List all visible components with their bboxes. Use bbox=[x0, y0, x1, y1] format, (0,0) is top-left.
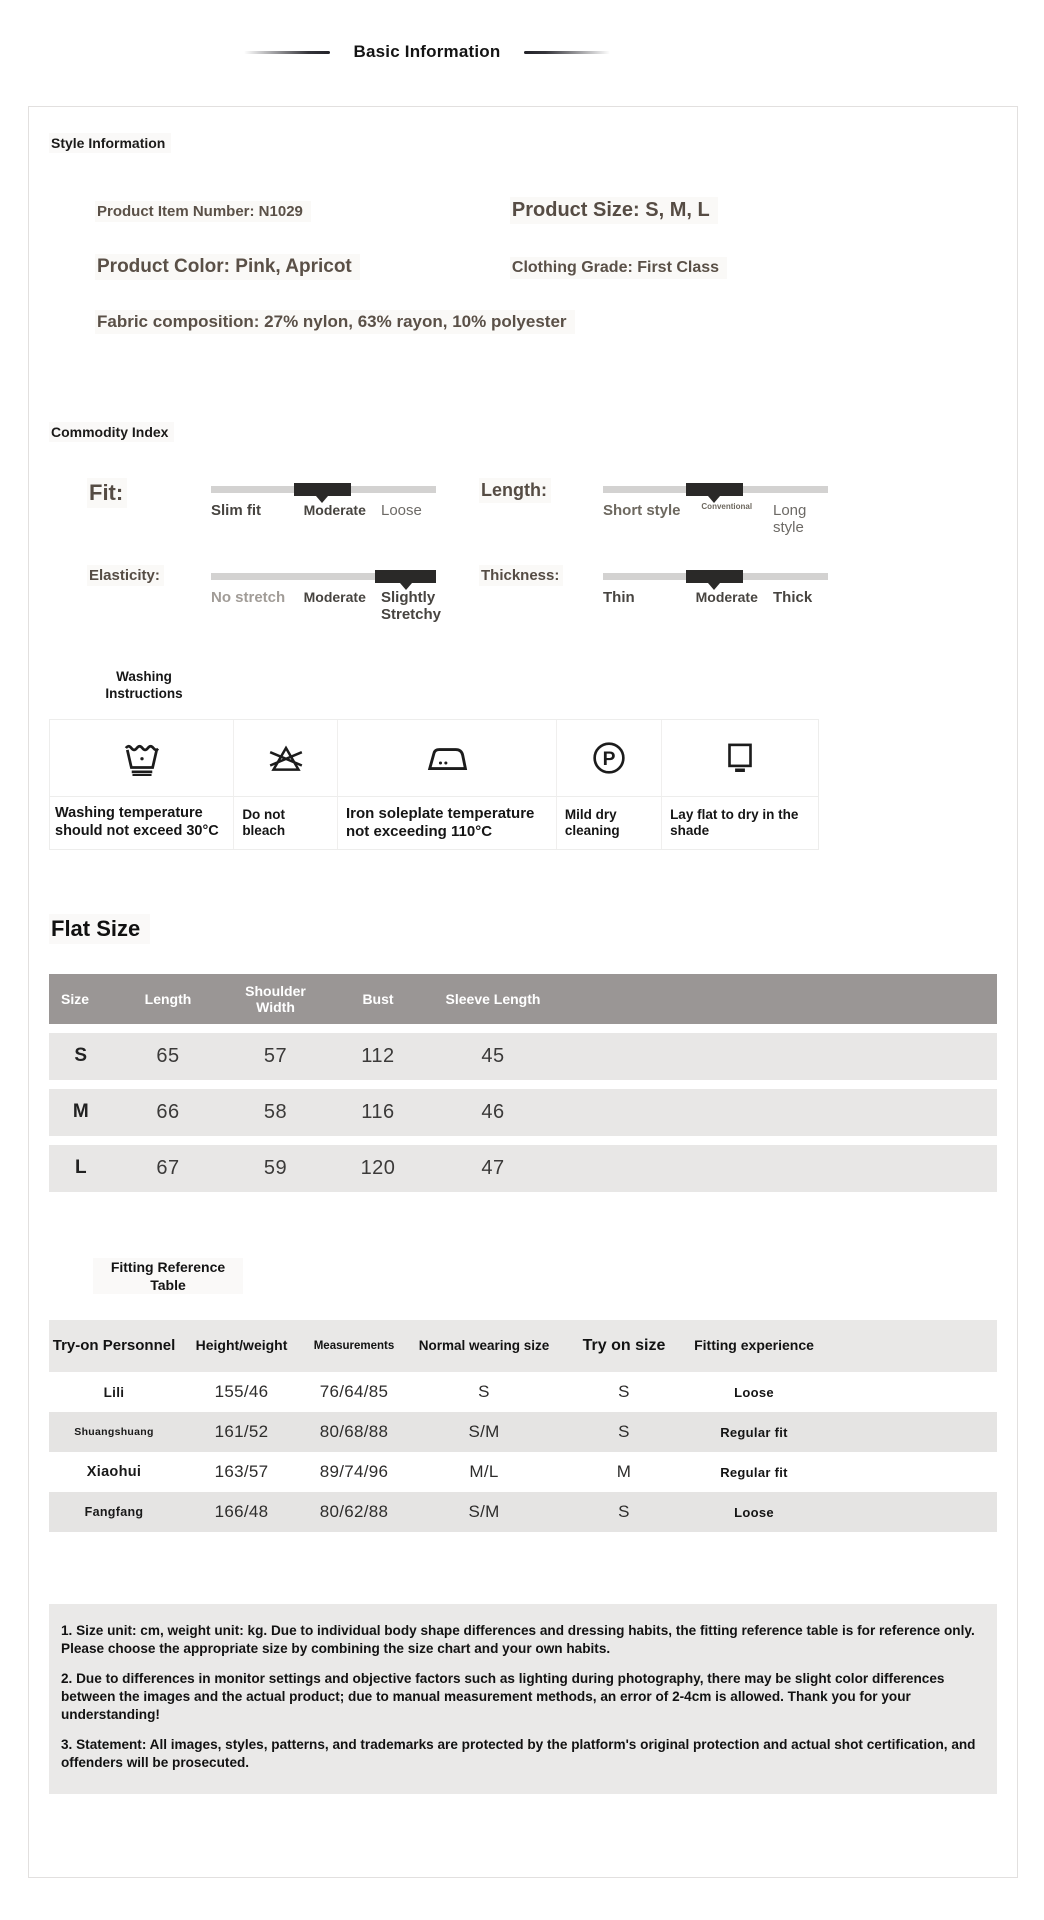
iron-low-temp-icon bbox=[424, 735, 470, 781]
cell: 161/52 bbox=[214, 1422, 269, 1442]
fitting-header-row bbox=[49, 1320, 997, 1372]
fabric-composition: Fabric composition: 27% nylon, 63% rayon, 10% polyester bbox=[95, 310, 575, 334]
length-slider-row bbox=[479, 478, 949, 537]
flat-size-table bbox=[49, 974, 997, 1192]
commodity-sliders bbox=[87, 478, 997, 623]
elasticity-option-stretchy: Slightly Stretchy bbox=[381, 588, 442, 623]
fit-option-loose: Loose bbox=[381, 502, 422, 519]
length-slider bbox=[603, 478, 828, 537]
fit-option-moderate: Moderate bbox=[303, 502, 366, 518]
wash-icon-cell bbox=[234, 720, 338, 796]
product-size: Product Size: S, M, L bbox=[510, 197, 718, 224]
note-color-difference: 2. Due to differences in monitor settings and objective factors such as lighting during photography, there may be slight color differences between the images and the actual product; due to manual measurement methods, an error of 2-4cm is allowed. Thank you for your understanding! bbox=[61, 1671, 945, 1722]
page-title: Basic Information bbox=[353, 42, 501, 61]
commodity-index-section bbox=[49, 422, 997, 623]
cell: 80/68/88 bbox=[319, 1422, 389, 1442]
cell: 76/64/85 bbox=[319, 1382, 389, 1402]
fitting-experience-cell: Loose bbox=[734, 1504, 774, 1520]
cell: S/M bbox=[468, 1502, 500, 1522]
length-option-long: Long style bbox=[773, 502, 807, 537]
length-option-conventional: Conventional bbox=[701, 502, 753, 511]
thickness-slider-marker bbox=[686, 570, 742, 583]
column-header: Height/weight bbox=[195, 1337, 288, 1354]
elasticity-slider-marker bbox=[375, 570, 436, 583]
cell: 112 bbox=[361, 1044, 395, 1067]
style-information-fields bbox=[95, 197, 997, 334]
model-name: Xiaohui bbox=[86, 1464, 142, 1481]
thickness-option-thick: Thick bbox=[773, 588, 813, 606]
fit-label: Fit: bbox=[87, 478, 127, 508]
cell: 80/62/88 bbox=[319, 1502, 389, 1522]
column-header: Length bbox=[144, 990, 192, 1007]
fit-slider-track bbox=[211, 486, 436, 493]
elasticity-option-moderate: Moderate bbox=[303, 588, 366, 605]
elasticity-label: Elasticity: bbox=[87, 565, 164, 586]
fitting-experience-cell: Regular fit bbox=[720, 1424, 788, 1440]
length-option-short: Short style bbox=[603, 502, 681, 519]
model-name: Lili bbox=[103, 1384, 125, 1400]
table-row bbox=[49, 1452, 997, 1492]
table-row bbox=[49, 1033, 997, 1080]
wash-caption: Washing temperature should not exceed 30°C bbox=[50, 796, 234, 849]
cell: 163/57 bbox=[214, 1462, 269, 1482]
wash-icon-cell bbox=[338, 720, 557, 796]
model-name: Shuangshuang bbox=[74, 1426, 154, 1439]
fitting-reference-heading: Fitting Reference Table bbox=[93, 1258, 243, 1294]
lay-flat-dry-icon bbox=[719, 737, 761, 779]
wash-caption: Lay flat to dry in the shade bbox=[662, 796, 818, 849]
table-row bbox=[49, 1089, 997, 1136]
cell: 65 bbox=[156, 1044, 180, 1067]
wash-caption: Iron soleplate temperature not exceeding 110°C bbox=[338, 796, 557, 849]
column-header: Bust bbox=[362, 990, 394, 1007]
elasticity-slider-track bbox=[211, 573, 436, 580]
thickness-option-moderate: Moderate bbox=[695, 588, 758, 605]
wash-tub-30-icon bbox=[120, 736, 164, 780]
cell: M/L bbox=[469, 1462, 499, 1482]
fit-slider bbox=[211, 478, 436, 537]
style-info-row bbox=[95, 310, 997, 334]
fitting-experience-cell: Regular fit bbox=[720, 1464, 788, 1480]
product-color: Product Color: Pink, Apricot bbox=[95, 254, 360, 280]
table-row bbox=[49, 1372, 997, 1412]
table-row bbox=[49, 1145, 997, 1192]
washing-instructions-table bbox=[49, 719, 819, 850]
column-header: Normal wearing size bbox=[418, 1337, 550, 1353]
column-header: Try on size bbox=[582, 1337, 666, 1355]
cell: 166/48 bbox=[214, 1502, 269, 1522]
header-right-rule bbox=[524, 51, 610, 54]
product-item-number: Product Item Number: N1029 bbox=[95, 201, 311, 222]
cell: 57 bbox=[263, 1044, 288, 1067]
cell: S bbox=[618, 1422, 630, 1442]
cell: S bbox=[478, 1382, 490, 1402]
cell: M bbox=[616, 1462, 632, 1482]
cell: 116 bbox=[361, 1100, 395, 1123]
cell: 67 bbox=[156, 1156, 180, 1179]
clothing-grade: Clothing Grade: First Class bbox=[510, 257, 727, 279]
mild-dry-clean-p-icon bbox=[588, 737, 630, 779]
thickness-label: Thickness: bbox=[479, 565, 563, 586]
column-header: Fitting experience bbox=[694, 1337, 814, 1354]
wash-icon-cell bbox=[50, 720, 234, 796]
style-info-row bbox=[95, 197, 997, 224]
elasticity-slider-row bbox=[87, 565, 479, 624]
note-size-unit: 1. Size unit: cm, weight unit: kg. Due to individual body shape differences and dressing habits, the fitting reference table is for reference only. Please choose the appropriate size by combining the size chart and your own habits. bbox=[61, 1623, 975, 1657]
cell: 46 bbox=[481, 1100, 505, 1123]
table-row bbox=[49, 1492, 997, 1532]
length-label: Length: bbox=[479, 478, 551, 503]
fit-slider-row bbox=[87, 478, 479, 537]
wash-icon-cell bbox=[662, 720, 818, 796]
table-row bbox=[49, 1412, 997, 1452]
cell: 120 bbox=[360, 1156, 396, 1179]
wash-caption: Do not bleach bbox=[234, 796, 338, 849]
svg-text:P: P bbox=[602, 748, 616, 770]
do-not-bleach-icon bbox=[266, 738, 306, 778]
header-left-rule bbox=[244, 51, 330, 54]
model-name: Fangfang bbox=[84, 1505, 144, 1520]
column-header: Size bbox=[61, 990, 90, 1007]
cell: 66 bbox=[156, 1100, 180, 1123]
elasticity-option-none: No stretch bbox=[211, 588, 286, 606]
size-cell: S bbox=[74, 1045, 88, 1067]
cell: 58 bbox=[263, 1100, 288, 1123]
column-header: Measurements bbox=[313, 1339, 395, 1352]
thickness-option-thin: Thin bbox=[603, 588, 635, 606]
washing-instructions-heading: Washing Instructions bbox=[105, 669, 183, 701]
thickness-slider bbox=[603, 565, 828, 624]
cell: 155/46 bbox=[214, 1382, 269, 1402]
wash-icon-cell bbox=[557, 720, 662, 796]
flat-size-header-row bbox=[49, 974, 997, 1024]
column-header: Shoulder Width bbox=[245, 982, 306, 1015]
commodity-index-heading: Commodity Index bbox=[49, 422, 174, 442]
cell: 47 bbox=[481, 1156, 505, 1179]
page-header bbox=[0, 42, 949, 62]
note-statement: 3. Statement: All images, styles, patterns, and trademarks are protected by the platform's original protection and actual shot certification, and offenders will be prosecuted. bbox=[61, 1736, 976, 1770]
flat-size-heading: Flat Size bbox=[49, 914, 150, 944]
cell: S bbox=[618, 1382, 630, 1402]
cell: S/M bbox=[468, 1422, 500, 1442]
cell: 59 bbox=[263, 1156, 288, 1179]
cell: 89/74/96 bbox=[319, 1462, 389, 1482]
info-card bbox=[28, 106, 1018, 1878]
thickness-slider-row bbox=[479, 565, 949, 624]
style-info-row bbox=[95, 254, 997, 280]
style-information-heading: Style Information bbox=[49, 133, 171, 153]
cell: 45 bbox=[481, 1044, 505, 1067]
fit-option-slim: Slim fit bbox=[211, 502, 262, 519]
size-cell: M bbox=[72, 1101, 90, 1123]
fit-slider-marker bbox=[294, 483, 350, 496]
column-header: Sleeve Length bbox=[445, 990, 541, 1007]
length-slider-marker bbox=[686, 483, 742, 496]
fitting-reference-table bbox=[49, 1320, 997, 1532]
disclaimer-notes bbox=[49, 1604, 997, 1794]
length-slider-track bbox=[603, 486, 828, 493]
size-cell: L bbox=[74, 1157, 88, 1179]
fitting-experience-cell: Loose bbox=[734, 1384, 774, 1400]
column-header: Try-on Personnel bbox=[52, 1336, 176, 1354]
cell: S bbox=[618, 1502, 630, 1522]
thickness-slider-track bbox=[603, 573, 828, 580]
wash-caption: Mild dry cleaning bbox=[557, 796, 662, 849]
elasticity-slider bbox=[211, 565, 442, 624]
